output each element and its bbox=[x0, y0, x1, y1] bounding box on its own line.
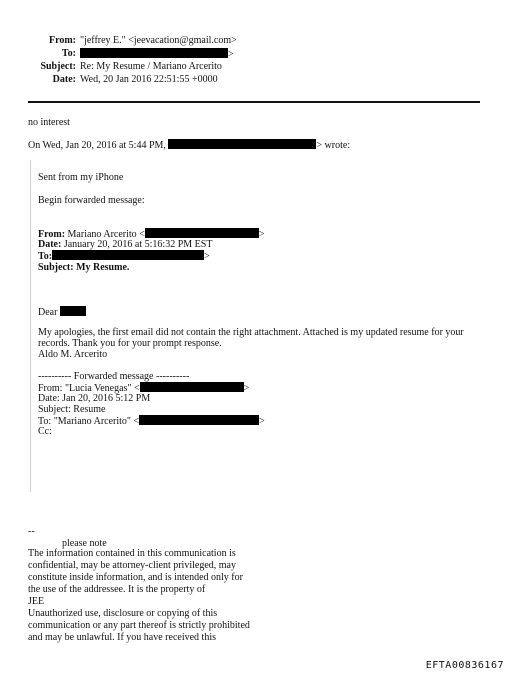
redaction-box bbox=[80, 48, 228, 58]
fwd1-date-value: January 20, 2016 at 5:16:32 PM EST bbox=[63, 239, 213, 250]
disclaimer-line: the use of the addressee. It is the property of bbox=[28, 584, 206, 595]
quote-bar bbox=[30, 160, 31, 492]
redaction-box bbox=[60, 306, 86, 316]
date-label: Date: bbox=[52, 74, 76, 85]
letter-line-1: My apologies, the first email did not contain the right attachment. Attached is my updated resume for your bbox=[38, 327, 464, 338]
disclaimer-line: constitute inside information, and is intended only for bbox=[28, 572, 243, 583]
redaction-box bbox=[168, 139, 316, 149]
disclaimer-line: JEE bbox=[28, 596, 45, 607]
disclaimer-line: and may be unlawful. If you have received this bbox=[28, 632, 216, 643]
to-value bbox=[80, 48, 234, 61]
fwd2-to-suffix: > bbox=[259, 416, 265, 427]
redaction-box bbox=[145, 228, 259, 238]
fwd2-from-suffix: > bbox=[243, 383, 250, 394]
fwd2-divider: ---------- Forwarded message ---------- bbox=[38, 371, 190, 382]
signature-dashes: -- bbox=[28, 526, 35, 537]
reply-text: no interest bbox=[28, 117, 70, 128]
fwd1-to-label: To: bbox=[38, 251, 53, 262]
fwd2-cc-line: Cc: bbox=[38, 426, 52, 437]
greeting-line bbox=[38, 306, 86, 319]
document-id: EFTA00836167 bbox=[425, 660, 504, 671]
redaction-box bbox=[140, 382, 244, 392]
fwd1-date-label: Date: bbox=[38, 239, 62, 250]
letter-signature: Aldo M. Arcerito bbox=[38, 349, 108, 360]
fwd2-to-value: To: "Mariano Arcerito" < bbox=[38, 416, 140, 427]
fwd1-subject-label: Subject: bbox=[38, 262, 74, 273]
fwd2-to-line bbox=[38, 415, 265, 428]
subject-label: Subject: bbox=[40, 61, 76, 72]
disclaimer-line: The information contained in this communication is bbox=[28, 548, 236, 559]
disclaimer-line: communication or any part thereof is strictly prohibited bbox=[28, 620, 250, 631]
fwd1-from-suffix: > bbox=[258, 229, 265, 240]
from-value: "jeffrey E." <jeevacation@gmail.com> bbox=[80, 35, 237, 46]
to-suffix: > bbox=[228, 49, 234, 60]
on-wrote-suffix: > wrote: bbox=[316, 140, 351, 151]
fwd2-from-value: From: "Lucia Venegas" < bbox=[38, 383, 140, 394]
header-divider bbox=[28, 101, 480, 103]
fwd1-to-suffix: > bbox=[204, 251, 210, 262]
on-wrote-line bbox=[28, 139, 350, 152]
letter-line-2: records. Thank you for your prompt response. bbox=[38, 338, 222, 349]
fwd1-from-label: From: bbox=[38, 229, 66, 240]
on-wrote-prefix: On Wed, Jan 20, 2016 at 5:44 PM, bbox=[28, 140, 166, 151]
from-label: From: bbox=[48, 35, 76, 46]
fwd1-subject-value: My Resume. bbox=[76, 262, 130, 273]
to-label: To: bbox=[61, 48, 76, 59]
redaction-box bbox=[52, 250, 204, 260]
fwd2-date-line: Date: Jan 20, 2016 5:12 PM bbox=[38, 393, 151, 404]
sent-from-line: Sent from my iPhone bbox=[38, 172, 124, 183]
subject-value: Re: My Resume / Mariano Arcerito bbox=[80, 61, 222, 72]
fwd1-from-value: Mariano Arcerito < bbox=[67, 229, 145, 240]
begin-forwarded-line: Begin forwarded message: bbox=[38, 195, 145, 206]
date-value: Wed, 20 Jan 2016 22:51:55 +0000 bbox=[80, 74, 218, 85]
disclaimer-line: Unauthorized use, disclosure or copying of this bbox=[28, 608, 218, 619]
please-note: please note bbox=[62, 538, 107, 549]
greeting: Dear bbox=[38, 307, 58, 318]
disclaimer-line: confidential, may be attorney-client privileged, may bbox=[28, 560, 236, 571]
fwd1-subject-line bbox=[38, 262, 129, 274]
fwd2-subject-line: Subject: Resume bbox=[38, 404, 106, 415]
redaction-box bbox=[139, 415, 259, 425]
